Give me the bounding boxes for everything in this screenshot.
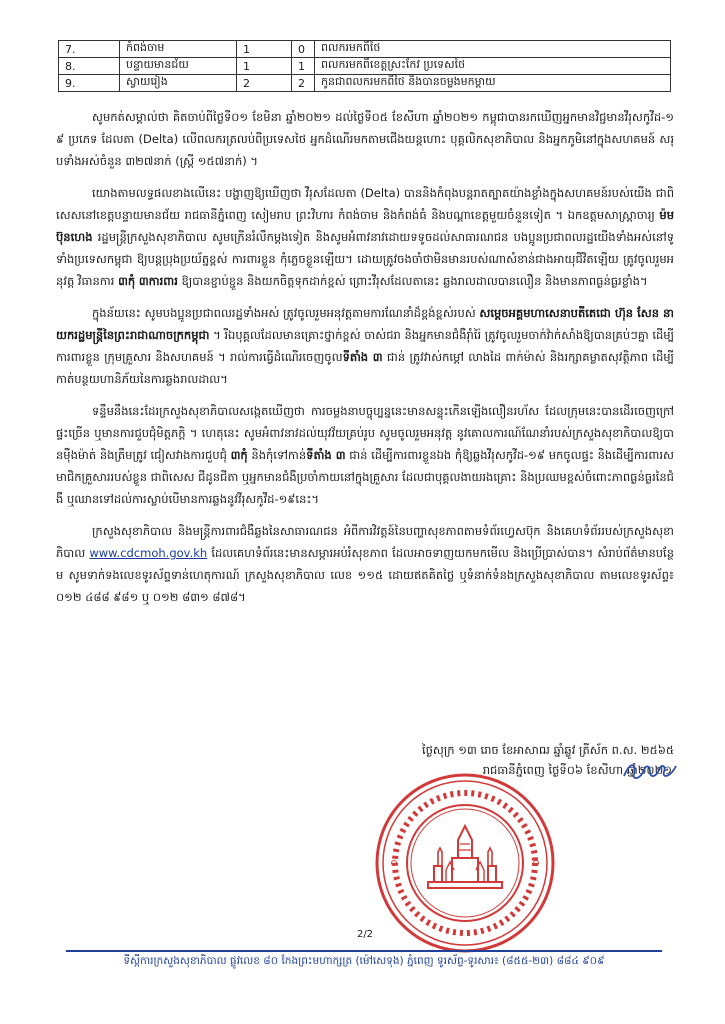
cases-table xyxy=(58,40,671,92)
contact-text-after-link: ដែលគេហទំព័រនេះមានសម្ភារអប់រំសុខភាព ដែលអាចទាញយកមកមើល និងប្រើប្រាស់បាន។ សំរាប់ព័ត៌មានបន្ថែម សូមទាក់ទងលេខទូរស័ព្ទទាន់ហេតុការណ៍ ក្រសួងសុខាភិបាល លេខ ១១៥ ដោយឥតគិតថ្លៃ ឬទំនាក់ទំនងក្រសួងសុខាភិបាល តាមលេខទូរស័ព្ទ៖ ០១២ ៤៨៨ ៩៨១ ឬ ០១២ ៨៣១ ៨៧៨។ xyxy=(56,546,675,604)
cell-cases: 2 xyxy=(237,75,292,92)
text-run: ទន្ទឹមនឹងនេះដែរក្រសួងសុខាភិបាលសង្កេតឃើញថា ការចម្លងនាបច្ចុប្បន្ននេះមានសន្ទុះកើនឡើងលឿនរហ័ស ដែលក្រុមនេះបានដើរចេញក្រៅផ្ទះច្រើន ឬមានការជួបជុំមិត្តភក្ដិ ។ ហេតុនេះ សូមអំពាវនាវដល់យុវវ័យគ្រប់រូប សូមចូលរួមអនុវត្ត នូវគោលការណ៍ណែនាំរបស់ក្រសួងសុខាភិបាលឱ្យបានម៉ឺងម៉ាត់ និងត្រឹមត្រូវ ជៀសវាងការជួបជុំ xyxy=(56,404,674,462)
paragraph-guidance xyxy=(56,302,674,390)
cell-description: កូនជាពលករមកពីថៃ និងបានចម្លងមកម្ដាយ xyxy=(315,75,671,92)
page-number: 2/2 xyxy=(356,929,374,940)
signature-icon xyxy=(620,758,680,784)
cell-number: 9. xyxy=(59,75,120,92)
cell-count: 1 xyxy=(292,58,315,75)
text-run: និងកុំទៅកាន់ xyxy=(247,448,307,462)
footer-address: ទីស្តីការក្រសួងសុខាភិបាល ផ្លូវលេខ ៨០ កែងព្រះមហាក្សត្រ (ម៉ៅសេទុង) ភ្នំពេញ ទូរស័ព្ទ-ទូរសារ៖ (៨៥៥-២៣) ៨៨៤ ៩០៩ xyxy=(123,955,605,967)
bold-phrase: ៣កុំ xyxy=(118,274,136,288)
bold-phrase: ទីតាំង ៣ xyxy=(342,350,383,364)
cell-province: បន្ទាយមានជ័យ xyxy=(120,58,237,75)
cell-cases: 1 xyxy=(237,58,292,75)
cell-province: ស្វាយរៀង xyxy=(120,75,237,92)
bold-phrase: ៣ការពារ xyxy=(138,274,178,288)
text-run: ក្នុងន័យនេះ សូមបងប្អូនប្រជាពលរដ្ឋទាំងអស់ ត្រូវចូលរួមអនុវត្តតាមការណែនាំដ៏ខ្ពង់ខ្ពស់របស់ xyxy=(92,306,480,320)
table-row xyxy=(59,41,671,58)
paragraph-youth-appeal xyxy=(56,400,674,510)
cell-description: ពលករមកពីខេត្តស្រះកែវ ប្រទេសថៃ xyxy=(315,58,671,75)
cell-province: កំពង់ចាម xyxy=(120,41,237,58)
paragraph-delta-warning xyxy=(56,182,674,292)
body-text xyxy=(56,106,674,618)
text-run: រដ្ឋមន្ត្រីក្រសួងសុខាភិបាល សូមក្រើនរំលឹកម្ដងទៀត និងសូមអំពាវនាវដោយទទូចដល់សាធារណជន បងប្អូនប្រជាពលរដ្ឋយើងទាំងអស់នៅទូទាំងប្រទេសកម្ពុជា ឱ្យបន្តប្រុងប្រយ័ត្នខ្ពស់ ការពារខ្លួន កុំភ្លេចខ្លួនឡើយ។ ដោយត្រូវចងចាំថាមិនមានរបស់ណាសំខាន់ជាងអាយុជីវិតឡើយ ត្រូវចូលរួមអនុវត្ត វិធានការ xyxy=(56,230,674,288)
text-run: ជាន់ ត្រូវវាស់កម្ដៅ លាងដៃ ពាក់ម៉ាស់ និងរក្សាគម្លាតសុវត្ថិភាព ដើម្បីកាត់បន្ថយហានិភ័យនៃការឆ្លងរាលដាល។ xyxy=(56,350,674,386)
text-run: ឱ្យបានខ្ជាប់ខ្ជួន និងយកចិត្តទុកដាក់ខ្ពស់ ព្រោះវីរុសដែលតានេះ ឆ្លងរាលដាលបានលឿន និងមានភាពធ្ងន់ធ្ងរខ្លាំង។ xyxy=(177,274,648,288)
paragraph-summary: សូមកត់សម្គាល់ថា គិតចាប់ពីថ្ងៃទី០១ ខែមិនា ឆ្នាំ២០២១ ដល់ថ្ងៃទី០៥ ខែសីហា ឆ្នាំ២០២១ កម្ពុជាបានរកឃើញអ្នកមានវិជ្ជមានវីរុសកូវីដ-១៩ ប្រភេទ ដែលតា (Delta) លើពលករត្រលប់ពីប្រទេសថៃ អ្នកដំណើរមកតាមជើងយន្តហោះ បុគ្គលិកសុខាភិបាល និងអ្នកភូមិនៅក្នុងសហគមន៍ សរុបទាំងអស់ចំនួន ៣២៧នាក់ (ស្ត្រី ១៥៧នាក់) ។ xyxy=(56,110,674,168)
bold-phrase: ទីតាំង ៣ xyxy=(306,448,346,462)
cell-description: ពលករមកពីថៃ xyxy=(315,41,671,58)
contact-text-before-link: ក្រសួងសុខាភិបាល និងមន្ត្រីការពារជំងឺឆ្លងនៃសាធារណជន អំពីការវិវត្តន៍នៃបញ្ហាសុខភាពតាមទំព័រហ្វេសប៊ុក និងគេហទំព័ររបស់ក្រសួងសុខាភិបាល xyxy=(56,524,674,560)
cell-number: 7. xyxy=(59,41,120,58)
text-run: ។ រីឯបុគ្គលដែលមានគ្រោះថ្នាក់ខ្ពស់ ចាស់ជរា និងអ្នកមានជំងឺរ៉ាំរ៉ៃ ត្រូវចូលរួមចាក់វ៉ាក់សាំងឱ្យបានគ្រប់ៗគ្នា ដើម្បីការពារខ្លួន ក្រុមគ្រួសារ និងសហគមន៍ ។ រាល់ការធ្វើដំណើរចេញចូល xyxy=(56,328,674,364)
cell-count: 0 xyxy=(292,41,315,58)
website-link[interactable]: www.cdcmoh.gov.kh xyxy=(89,546,208,560)
official-seal-icon xyxy=(372,770,558,956)
lunar-date: ថ្ងៃសុក្រ ១៣ រោច ខែអាសាឍ ឆ្នាំឆ្លូវ ត្រីស័ក ព.ស. ២៥៦៥ xyxy=(421,743,674,757)
table-row xyxy=(59,58,671,75)
bold-phrase: សម្ដេចអគ្គមហាសេនាបតីតេជោ ហ៊ុន សែន នាយករដ្ឋមន្ត្រីនៃព្រះរាជាណាចក្រកម្ពុជា xyxy=(56,306,674,342)
text-run: យោងតាមលទ្ធផលខាងលើនេះ បង្ហាញឱ្យឃើញថា វីរុសដែលតា (Delta) បាននិងកំពុងបន្តរាតត្បាតយ៉ាងខ្លាំងក្នុងសហគមន៍របស់យើង ជាពិសេសនៅខេត្តបន្ទាយមានជ័យ រាជធានីភ្នំពេញ សៀមរាប ព្រះវិហារ កំពង់ចាម និងកំពង់ធំ និងបណ្ដាខេត្តមួយចំនួនទៀត ។ ឯកឧត្តមសាស្ត្រាចារ្យ xyxy=(56,186,674,222)
cell-number: 8. xyxy=(59,58,120,75)
bold-phrase: ម៉ម ប៊ុនហេង xyxy=(56,208,674,244)
bold-phrase: ៣កុំ xyxy=(230,448,248,462)
cell-cases: 1 xyxy=(237,41,292,58)
place-and-date: រាជធានីភ្នំពេញ ថ្ងៃទី០៦ ខែសីហា ឆ្នាំ២០២១ xyxy=(482,763,672,777)
paragraph-contact xyxy=(56,520,674,608)
table-row xyxy=(59,75,671,92)
cell-count: 2 xyxy=(292,75,315,92)
footer-divider xyxy=(66,950,662,952)
text-run: ជាន់ ដើម្បីការពារខ្លួនឯង កុំឱ្យឆ្លងវីរុសកូវីដ-១៩ មកចូលផ្ទះ និងដើម្បីការពារសមាជិកគ្រួសាររបស់ខ្លួន ជាពិសេស ជីដូនជីតា ឬអ្នកមានជំងឺប្រចាំកាយនៅក្នុងគ្រួសារ ដែលជាបុគ្គលងាយរងគ្រោះ និងប្រឈមខ្ពស់ចំពោះភាពធ្ងន់ធ្ងរនៃជំងឺ ឬឈានទៅដល់ការស្លាប់បើមានការឆ្លងនូវវីរុសកូវីដ-១៩នេះ។ xyxy=(56,448,674,506)
